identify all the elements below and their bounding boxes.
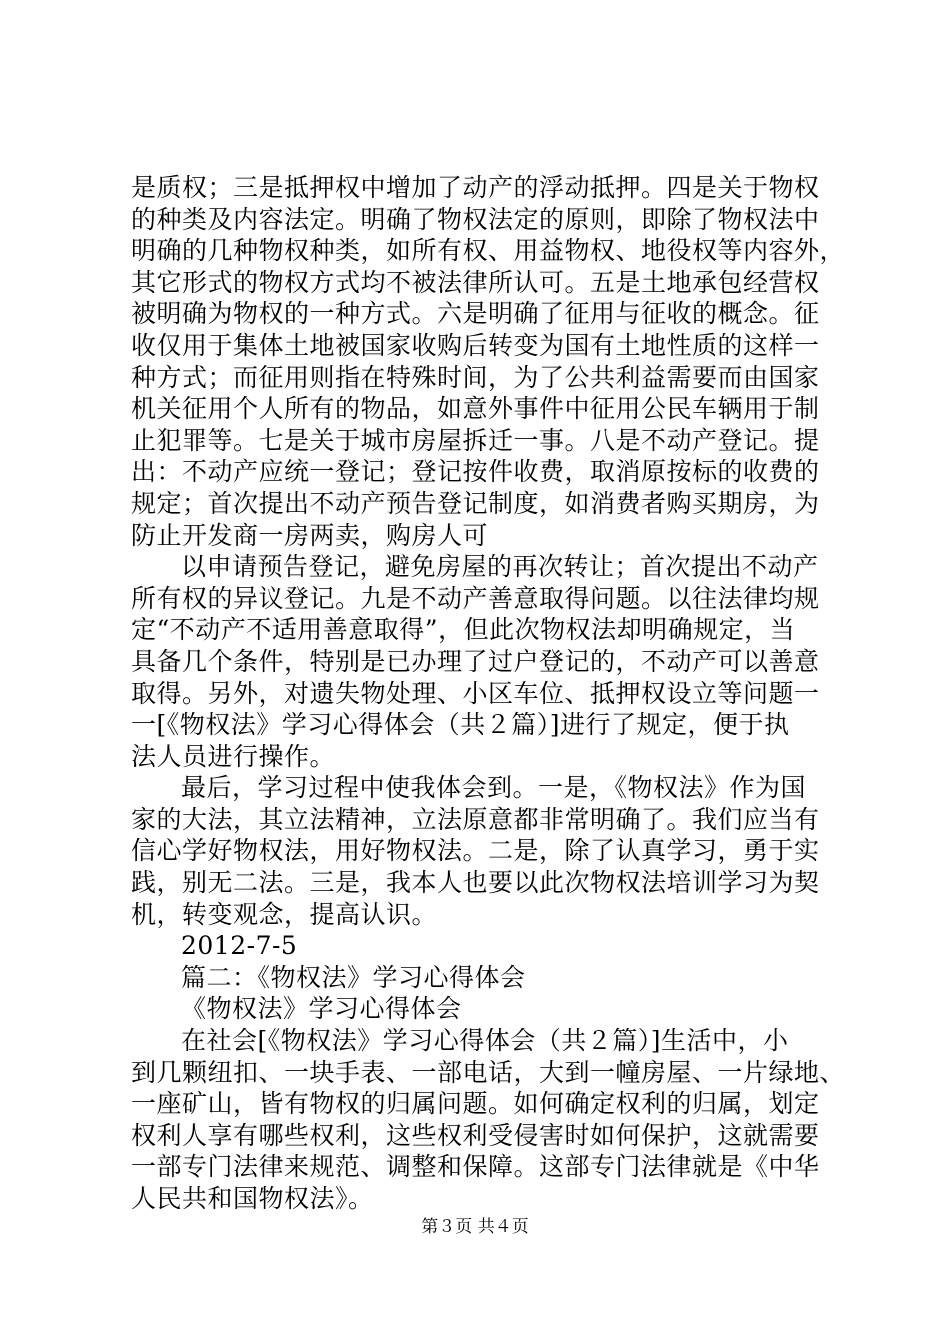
- text-line: 篇二：《物权法》学习心得体会: [181, 962, 526, 992]
- text-line: 具备几个条件，特别是已办理了过户登记的，不动产可以善意: [131, 646, 820, 676]
- text-line: 出：不动产应统一登记；登记按件收费，取消原按标的收费的: [131, 457, 820, 487]
- text-line: 法人员进行操作。: [131, 741, 336, 771]
- text-line: 明确的几种物权种类，如所有权、用益物权、地役权等内容外，: [131, 236, 846, 266]
- text-line: 到几颗纽扣、一块手表、一部电话，大到一幢房屋、一片绿地、: [131, 1057, 846, 1087]
- text-line: 机，转变观念，提高认识。: [131, 899, 438, 929]
- text-line: 的种类及内容法定。明确了物权法定的原则，即除了物权法中: [131, 204, 820, 234]
- text-line: 止犯罪等。七是关于城市房屋拆迁一事。八是不动产登记。提: [131, 425, 820, 455]
- text-line: 一部专门法律来规范、调整和保障。这部专门法律就是《中华: [131, 1152, 820, 1182]
- text-line: 机关征用个人所有的物品，如意外事件中征用公民车辆用于制: [131, 394, 820, 424]
- text-line: 一座矿山，皆有物权的归属问题。如何确定权利的归属，划定: [131, 1089, 820, 1119]
- text-line: 其它形式的物权方式均不被法律所认可。五是土地承包经营权: [131, 267, 820, 297]
- text-line: 家的大法，其立法精神，立法原意都非常明确了。我们应当有: [131, 804, 820, 834]
- text-line: 定“不动产不适用善意取得”，但此次物权法却明确规定，当: [131, 615, 796, 645]
- text-line: 2012-7-5: [181, 931, 298, 961]
- text-line: 在社会[《物权法》学习心得体会（共２篇）]生活中，小: [181, 1026, 789, 1056]
- text-line: 最后，学习过程中使我体会到。一是，《物权法》作为国: [181, 773, 807, 803]
- text-line: 一[《物权法》学习心得体会（共２篇）]进行了规定，便于执: [131, 710, 790, 740]
- text-line: 规定；首次提出不动产预告登记制度，如消费者购买期房，为: [131, 488, 820, 518]
- text-line: 取得。另外，对遗失物处理、小区车位、抵押权设立等问题一: [131, 678, 820, 708]
- text-line: 人民共和国物权法》。: [131, 1184, 374, 1213]
- text-line: 践，别无二法。三是，我本人也要以此次物权法培训学习为契: [131, 868, 820, 898]
- page-footer: 第３页 共４页: [421, 1217, 529, 1237]
- text-line: 防止开发商一房两卖，购房人可: [131, 520, 489, 550]
- text-line: 《物权法》学习心得体会: [181, 994, 462, 1024]
- text-line: 种方式；而征用则指在特殊时间，为了公共利益需要而由国家: [131, 362, 820, 392]
- document-body: [131, 172, 846, 1215]
- text-line: 所有权的异议登记。九是不动产善意取得问题。以往法律均规: [131, 583, 820, 613]
- text-line: 信心学好物权法，用好物权法。二是，除了认真学习，勇于实: [131, 836, 820, 866]
- text-line: 是质权；三是抵押权中增加了动产的浮动抵押。四是关于物权: [131, 173, 820, 202]
- text-line: 收仅用于集体土地被国家收购后转变为国有土地性质的这样一: [131, 330, 820, 360]
- text-line: 被明确为物权的一种方式。六是明确了征用与征收的概念。征: [131, 299, 820, 329]
- text-line: 权利人享有哪些权利，这些权利受侵害时如何保护，这就需要: [131, 1120, 820, 1150]
- text-line: 以申请预告登记，避免房屋的再次转让；首次提出不动产: [181, 552, 819, 582]
